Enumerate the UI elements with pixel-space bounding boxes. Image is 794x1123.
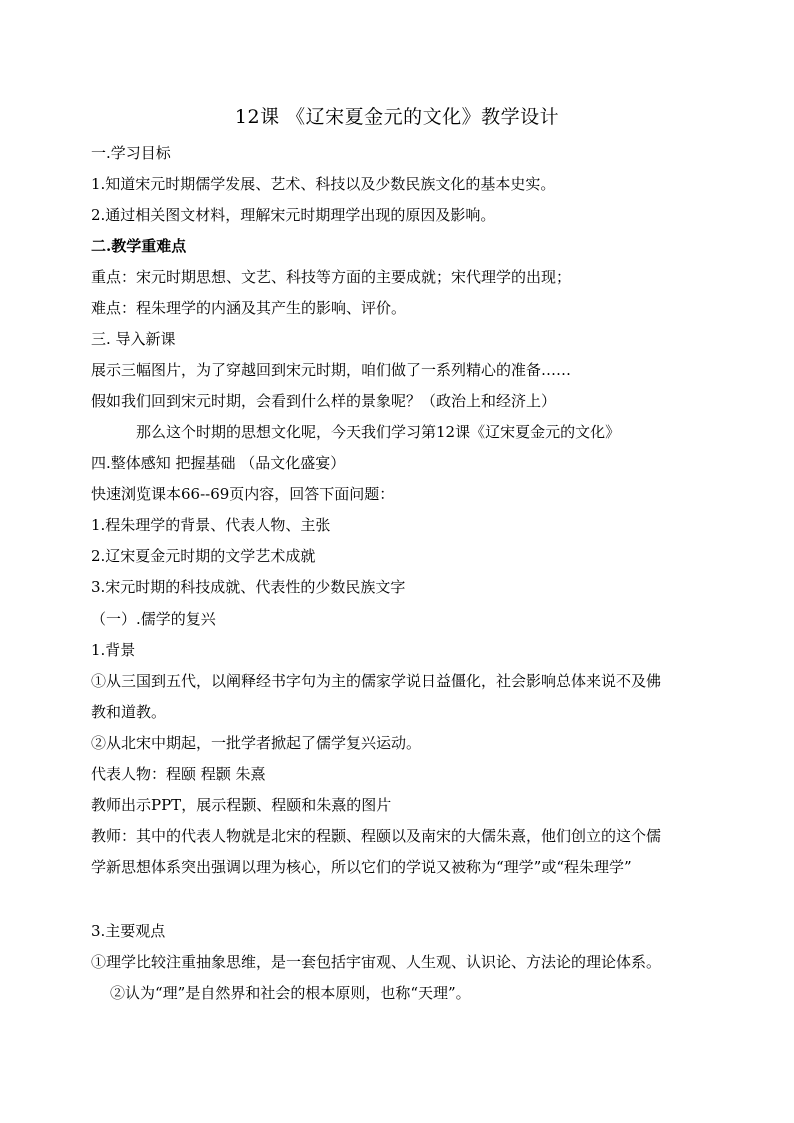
paragraph: ①从三国到五代，以阐释经书字句为主的儒家学说日益僵化，社会影响总体来说不及佛 [91, 672, 662, 690]
paragraph-continued: 教和道教。 [91, 703, 167, 721]
paragraph: 教师出示PPT，展示程颢、程颐和朱熹的图片 [91, 796, 392, 814]
question-2: 2.辽宋夏金元时期的文学艺术成就 [91, 547, 316, 565]
paragraph: 展示三幅图片，为了穿越回到宋元时期，咱们做了一系列精心的准备…… [91, 361, 572, 379]
list-heading-main-views: 3.主要观点 [91, 922, 166, 940]
section-heading-overview: 四.整体感知 把握基础 （品文化盛宴） [91, 454, 346, 472]
paragraph-continued: 学新思想体系突出强调以理为核心，所以它们的学说又被称为“理学”或“程朱理学” [91, 858, 632, 876]
difficult-point: 难点：程朱理学的内涵及其产生的影响、评价。 [91, 299, 407, 317]
paragraph: ①理学比较注重抽象思维，是一套包括宇宙观、人生观、认识论、方法论的理论体系。 [91, 953, 662, 971]
section-heading-intro: 三. 导入新课 [91, 330, 176, 348]
paragraph: 快速浏览课本66--69页内容，回答下面问题： [91, 485, 395, 503]
subsection-heading: （一）.儒学的复兴 [91, 610, 216, 628]
list-heading-background: 1.背景 [91, 641, 136, 659]
paragraph: 教师：其中的代表人物就是北宋的程颢、程颐以及南宋的大儒朱熹，他们创立的这个儒 [91, 827, 662, 845]
objective-1: 1.知道宋元时期儒学发展、艺术、科技以及少数民族文化的基本史实。 [91, 175, 556, 193]
objective-2: 2.通过相关图文材料，理解宋元时期理学出现的原因及影响。 [91, 206, 496, 224]
paragraph: 代表人物：程颐 程颢 朱熹 [91, 765, 266, 783]
question-1: 1.程朱理学的背景、代表人物、主张 [91, 516, 331, 534]
key-point: 重点：宋元时期思想、文艺、科技等方面的主要成就；宋代理学的出现； [91, 268, 572, 286]
section-heading-objectives: 一.学习目标 [91, 144, 171, 162]
paragraph: 假如我们回到宋元时期，会看到什么样的景象呢？（政治上和经济上） [91, 392, 557, 410]
section-heading-key-points: 二.教学重难点 [91, 237, 187, 255]
document-title: 12课 《辽宋夏金元的文化》教学设计 [234, 106, 560, 128]
paragraph-indented: ②认为“理”是自然界和社会的根本原则，也称“天理”。 [110, 984, 471, 1002]
paragraph-indented: 那么这个时期的思想文化呢，今天我们学习第12课《辽宋夏金元的文化》 [136, 423, 621, 441]
paragraph: ②从北宋中期起，一批学者掀起了儒学复兴运动。 [91, 734, 422, 752]
question-3: 3.宋元时期的科技成就、代表性的少数民族文字 [91, 578, 406, 596]
